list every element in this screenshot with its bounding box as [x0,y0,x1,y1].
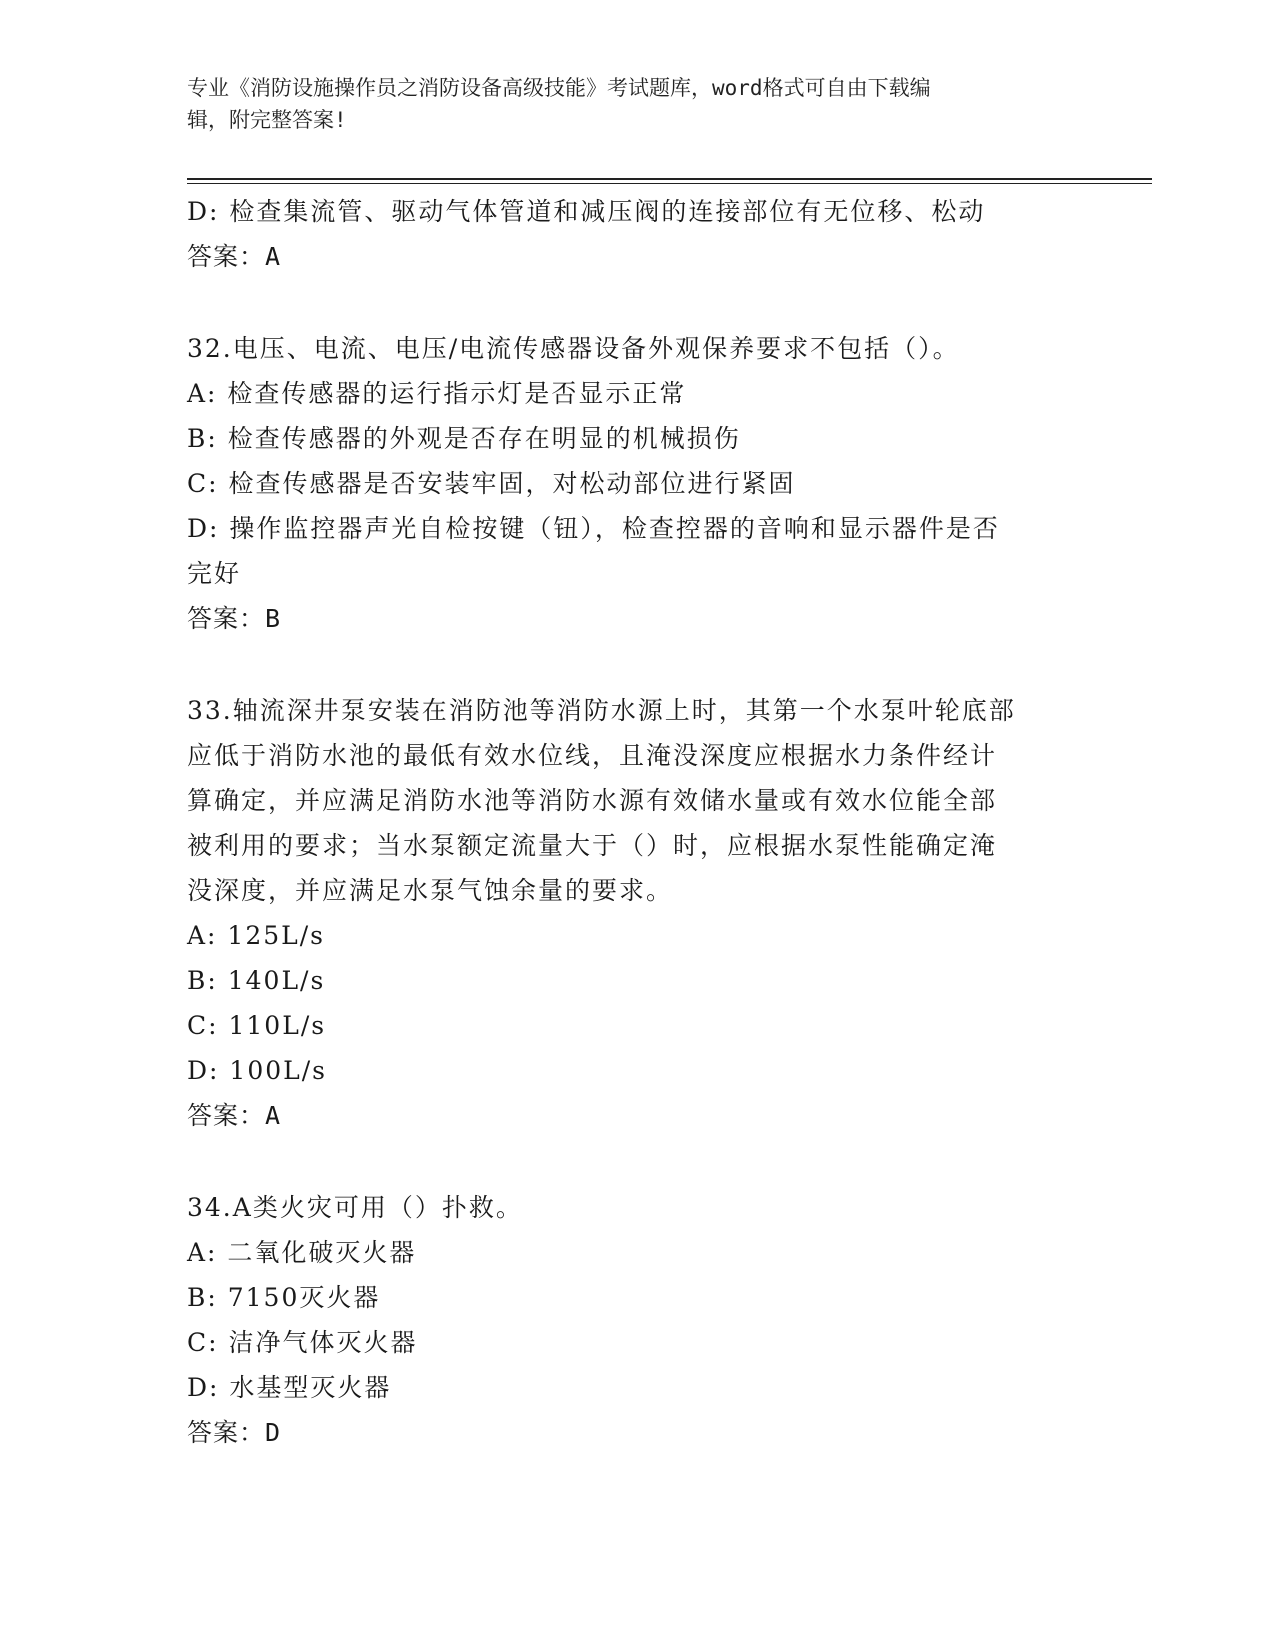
option-a: A: 检查传感器的运行指示灯是否显示正常 [187,379,687,408]
question-stem-line: 33.轴流深井泵安装在消防池等消防水源上时，其第一个水泵叶轮底部 [187,696,1016,725]
prev-option-d: D: 检查集流管、驱动气体管道和减压阀的连接部位有无位移、松动 [187,197,986,226]
option-b: B: 140L/s [187,966,326,995]
answer: 答案：B [187,604,282,633]
header-divider-thin [187,183,1152,184]
question-stem-line: 被利用的要求；当水泵额定流量大于（）时，应根据水泵性能确定淹 [187,831,998,860]
option-a: A: 125L/s [187,921,325,950]
spacer [187,279,1087,326]
option-a: A: 二氧化破灭火器 [187,1238,417,1267]
answer: 答案：D [187,1418,282,1447]
option-c: C: 检查传感器是否安装牢固，对松动部位进行紧固 [187,469,796,498]
option-c: C: 洁净气体灭火器 [187,1328,418,1357]
document-header [187,72,1067,136]
option-d: D: 水基型灭火器 [187,1373,392,1402]
option-d: D: 操作监控器声光自检按键（钮），检查控器的音响和显示器件是否 [187,514,1000,543]
header-line-2: 辑，附完整答案! [187,108,347,132]
option-b: B: 7150灭火器 [187,1283,381,1312]
option-b: B: 检查传感器的外观是否存在明显的机械损伤 [187,424,741,453]
prev-answer: 答案：A [187,242,282,271]
spacer [187,641,1087,688]
option-d-continued: 完好 [187,559,242,588]
question-stem-line: 34.A类火灾可用（）扑救。 [187,1193,523,1222]
answer: 答案：A [187,1101,282,1130]
question-stem-line: 没深度，并应满足水泵气蚀余量的要求。 [187,876,674,905]
question-33 [187,688,1087,1138]
option-c: C: 110L/s [187,1011,327,1040]
question-stem-line: 算确定，并应满足消防水池等消防水源有效储水量或有效水位能全部 [187,786,998,815]
question-34 [187,1185,1087,1455]
question-content [187,189,1087,1455]
option-d: D: 100L/s [187,1056,327,1085]
header-divider-thick [187,178,1152,180]
header-line-1: 专业《消防设施操作员之消防设备高级技能》考试题库，word格式可自由下载编 [187,76,931,100]
question-32 [187,326,1087,641]
question-stem-line: 32.电压、电流、电压/电流传感器设备外观保养要求不包括（）。 [187,334,960,363]
spacer [187,1138,1087,1185]
question-stem-line: 应低于消防水池的最低有效水位线，且淹没深度应根据水力条件经计 [187,741,998,770]
